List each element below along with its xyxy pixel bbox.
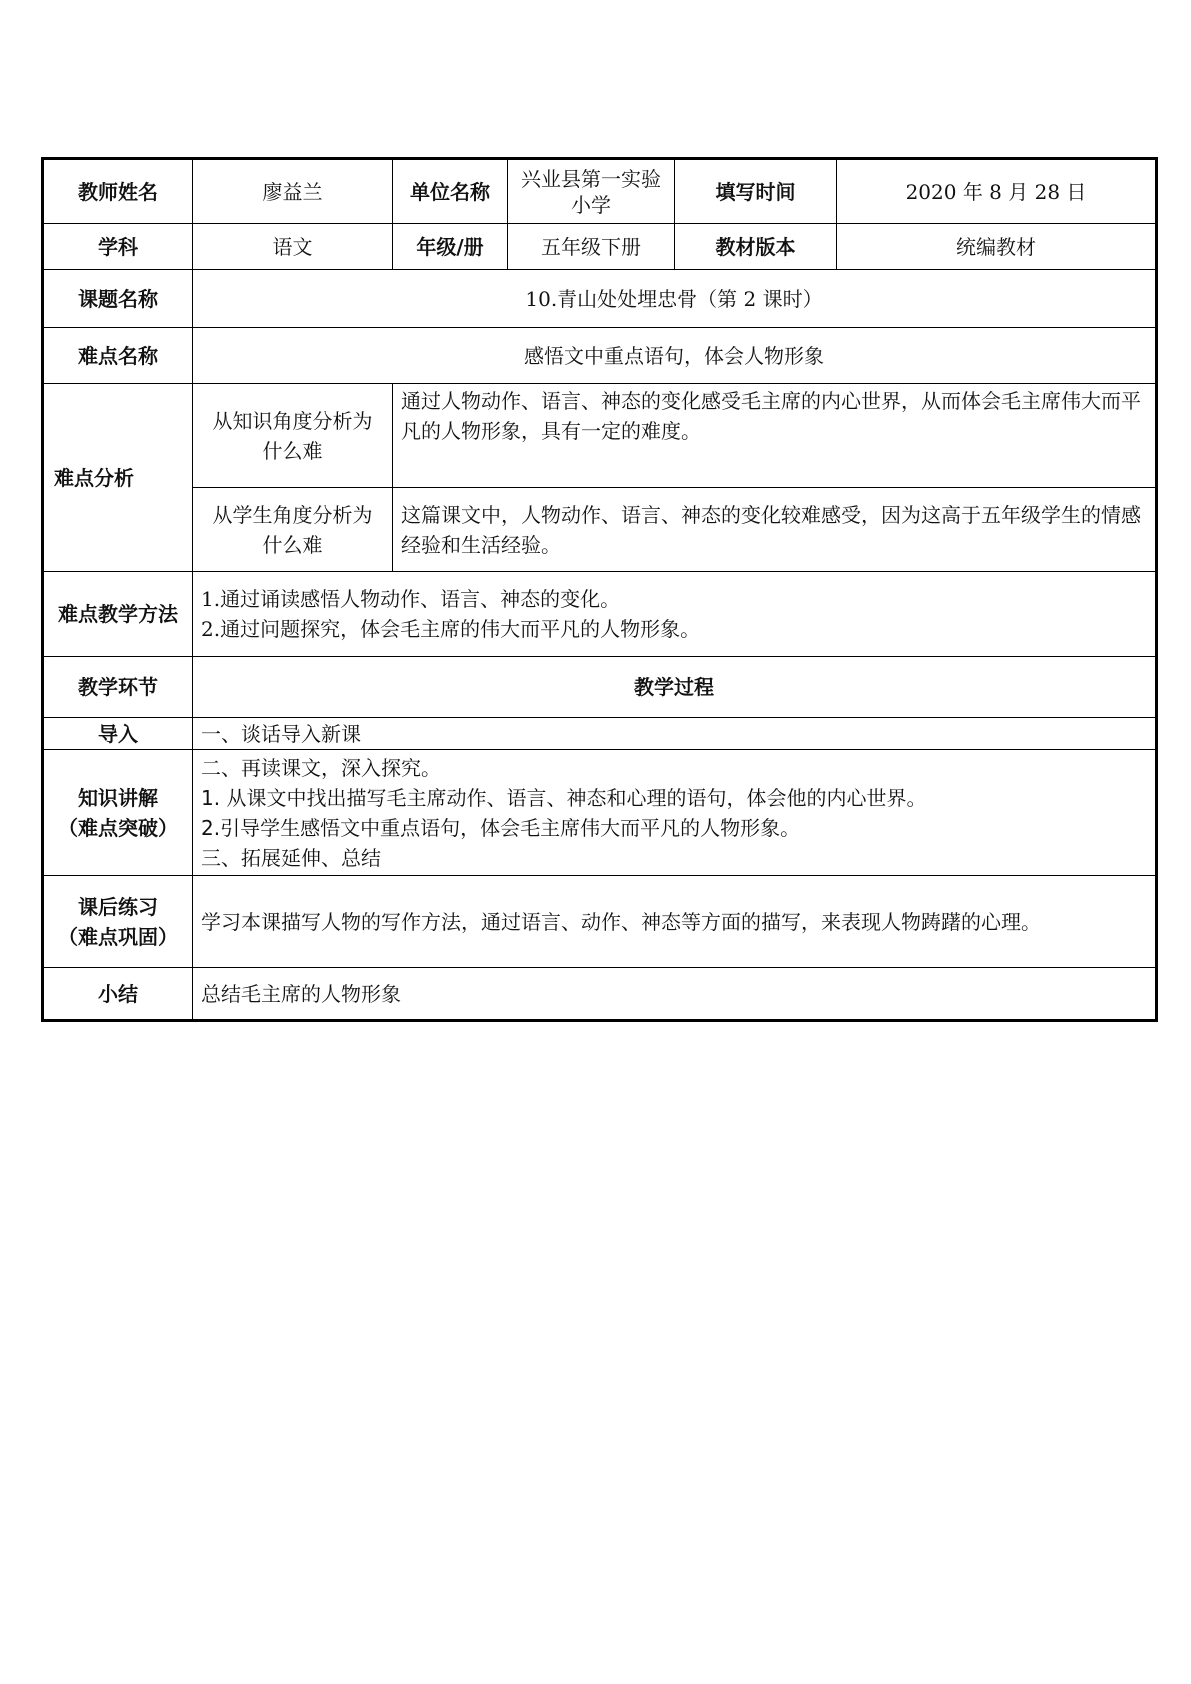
lesson-plan-sheet	[41, 157, 1155, 1022]
practice-label-line: 课后练习	[78, 894, 158, 919]
lesson-plan-table	[41, 157, 1158, 1022]
difficulty-row	[43, 328, 1157, 384]
knowledge-line: 1. 从课文中找出描写毛主席动作、语言、神态和心理的语句，体会他的内心世界。	[201, 785, 927, 810]
practice-label	[43, 876, 193, 968]
summary-row	[43, 968, 1157, 1021]
knowledge-angle-label: 从知识角度分析为什么难	[193, 384, 393, 488]
process-header-row	[43, 657, 1157, 718]
info-row-2	[43, 224, 1157, 270]
student-angle-label: 从学生角度分析为什么难	[193, 488, 393, 572]
methods-row	[43, 572, 1157, 657]
unit-name-label: 单位名称	[393, 159, 508, 224]
practice-value: 学习本课描写人物的写作方法，通过语言、动作、神态等方面的描写，来表现人物踌躇的心理。	[193, 876, 1157, 968]
knowledge-label	[43, 750, 193, 876]
grade-label: 年级/册	[393, 224, 508, 270]
topic-value: 10.青山处处埋忠骨（第 2 课时）	[193, 270, 1157, 328]
knowledge-row	[43, 750, 1157, 876]
knowledge-label-line: 知识讲解	[78, 785, 158, 810]
difficulty-value: 感悟文中重点语句，体会人物形象	[193, 328, 1157, 384]
knowledge-value	[193, 750, 1157, 876]
process-header: 教学过程	[193, 657, 1157, 718]
fill-date-label: 填写时间	[675, 159, 837, 224]
analysis-row-student	[43, 488, 1157, 572]
teacher-name-label: 教师姓名	[43, 159, 193, 224]
intro-value: 一、谈话导入新课	[193, 718, 1157, 750]
teacher-name-value: 廖益兰	[193, 159, 393, 224]
stage-header: 教学环节	[43, 657, 193, 718]
methods-label: 难点教学方法	[43, 572, 193, 657]
knowledge-angle-value: 通过人物动作、语言、神态的变化感受毛主席的内心世界，从而体会毛主席伟大而平凡的人物形象，具有一定的难度。	[393, 384, 1157, 488]
summary-value: 总结毛主席的人物形象	[193, 968, 1157, 1021]
knowledge-line: 三、拓展延伸、总结	[201, 845, 381, 870]
grade-value: 五年级下册	[508, 224, 675, 270]
knowledge-line: 二、再读课文，深入探究。	[201, 755, 441, 780]
practice-label-line: （难点巩固）	[58, 924, 178, 949]
unit-name-value: 兴业县第一实验小学	[508, 159, 675, 224]
analysis-row-knowledge	[43, 384, 1157, 488]
subject-label: 学科	[43, 224, 193, 270]
subject-value: 语文	[193, 224, 393, 270]
methods-value	[193, 572, 1157, 657]
student-angle-value: 这篇课文中，人物动作、语言、神态的变化较难感受，因为这高于五年级学生的情感经验和生活经验。	[393, 488, 1157, 572]
knowledge-label-line: （难点突破）	[58, 815, 178, 840]
method-item: 1.通过诵读感悟人物动作、语言、神态的变化。	[201, 587, 621, 611]
info-row-1	[43, 159, 1157, 224]
intro-label: 导入	[43, 718, 193, 750]
summary-label: 小结	[43, 968, 193, 1021]
edition-label: 教材版本	[675, 224, 837, 270]
fill-date-value: 2020 年 8 月 28 日	[837, 159, 1157, 224]
topic-label: 课题名称	[43, 270, 193, 328]
knowledge-line: 2.引导学生感悟文中重点语句，体会毛主席伟大而平凡的人物形象。	[201, 815, 801, 840]
method-item: 2.通过问题探究，体会毛主席的伟大而平凡的人物形象。	[201, 617, 701, 641]
practice-row	[43, 876, 1157, 968]
difficulty-label: 难点名称	[43, 328, 193, 384]
edition-value: 统编教材	[837, 224, 1157, 270]
analysis-label: 难点分析	[43, 384, 193, 572]
intro-row	[43, 718, 1157, 750]
topic-row	[43, 270, 1157, 328]
